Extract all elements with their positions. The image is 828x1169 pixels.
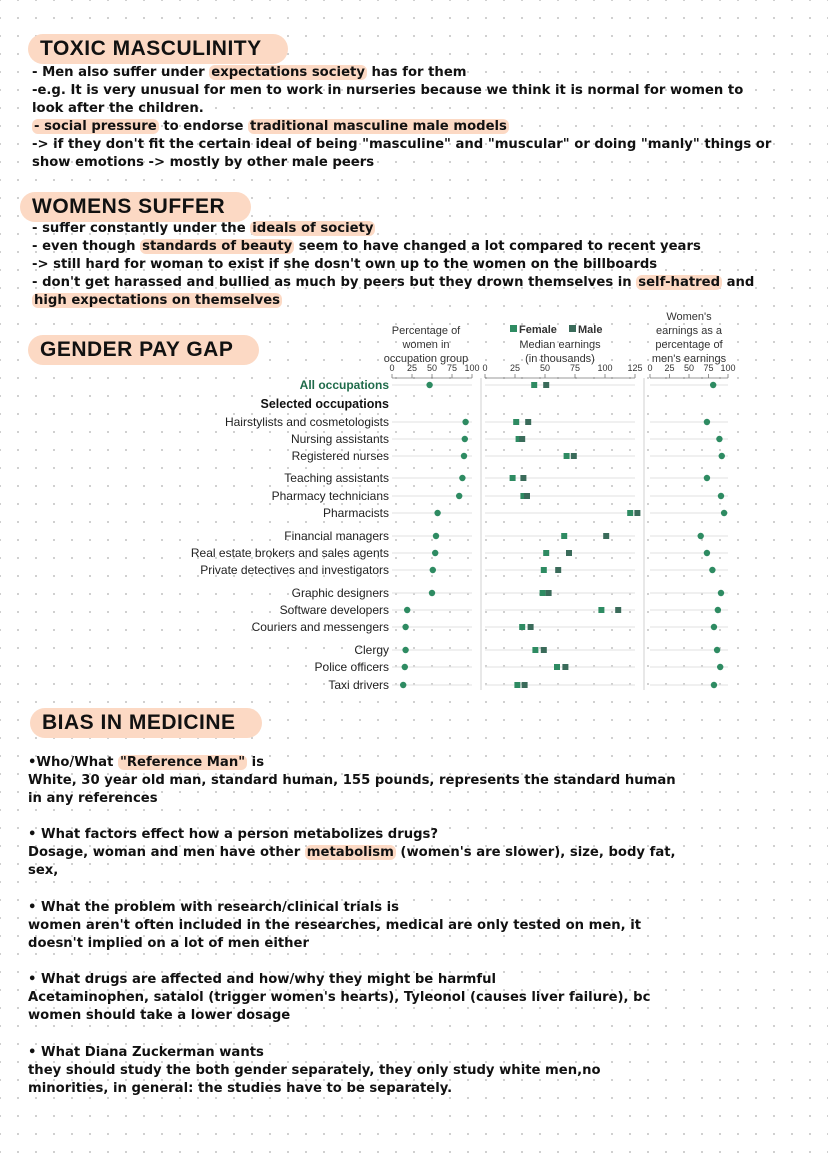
ratio-dot xyxy=(714,647,720,653)
male-earnings-marker xyxy=(603,533,609,539)
highlight: self-hatred xyxy=(638,275,721,290)
female-earnings-marker xyxy=(541,567,547,573)
female-earnings-marker xyxy=(510,475,516,481)
note-line: -e.g. It is very unusual for men to work in nurseries because we think it is normal for women to xyxy=(32,83,744,98)
answer: women aren't often included in the researches, medical are only tested on men, it xyxy=(28,918,642,933)
male-earnings-marker xyxy=(615,607,621,613)
row-label: All occupations xyxy=(299,378,389,392)
male-earnings-marker xyxy=(528,624,534,630)
col3-axis-tick-label: 75 xyxy=(703,363,714,373)
col3-title-line: Women's xyxy=(666,311,712,323)
pct-women-dot xyxy=(430,567,436,573)
female-earnings-marker xyxy=(561,533,567,539)
male-earnings-marker xyxy=(571,453,577,459)
ratio-dot xyxy=(698,533,704,539)
male-earnings-marker xyxy=(522,682,528,688)
highlight: "Reference Man" xyxy=(119,755,246,770)
ratio-dot xyxy=(709,567,715,573)
row-label: Software developers xyxy=(279,603,389,617)
ratio-dot xyxy=(718,590,724,596)
col1-axis-tick-label: 75 xyxy=(446,363,458,373)
col2-title-line: Median earnings xyxy=(519,339,601,351)
col3-axis-tick-label: 25 xyxy=(664,363,675,373)
row-label: Financial managers xyxy=(284,529,389,543)
heading-toxic-masculinity: TOXIC MASCULINITY xyxy=(28,34,288,64)
answer: White, 30 year old man, standard human, 155 pounds, represents the standard human xyxy=(28,773,676,788)
pct-women-dot xyxy=(432,550,438,556)
col2-title-line: (in thousands) xyxy=(525,353,595,365)
answer: Acetaminophen, satalol (trigger women's hearts), Tyleonol (causes liver failure), bc xyxy=(28,990,651,1005)
col2-axis-tick-label: 25 xyxy=(509,363,521,373)
col2-axis-tick-label: 125 xyxy=(627,363,643,373)
female-earnings-marker xyxy=(531,382,537,388)
answer: in any references xyxy=(28,791,158,806)
ratio-dot xyxy=(716,436,722,442)
pct-women-dot xyxy=(459,475,465,481)
col2-axis-tick-label: 75 xyxy=(569,363,581,373)
col2-axis-tick-label: 0 xyxy=(482,363,488,373)
pct-women-dot xyxy=(434,510,440,516)
row-label: Police officers xyxy=(314,660,389,674)
col3-axis-tick-label: 100 xyxy=(720,363,736,373)
medicine-qa-3 xyxy=(28,899,641,953)
medicine-qa-1 xyxy=(28,754,676,808)
col3-title-line: men's earnings xyxy=(651,353,727,365)
col3-axis-tick-label: 0 xyxy=(647,363,653,373)
ratio-dot xyxy=(711,682,717,688)
ratio-dot xyxy=(721,510,727,516)
medicine-qa-2 xyxy=(28,826,676,880)
female-earnings-marker xyxy=(519,624,525,630)
pct-women-dot xyxy=(400,682,406,688)
question: • What factors effect how a person metabolizes drugs? xyxy=(28,827,439,842)
legend-female-label: Female xyxy=(519,324,557,336)
male-earnings-marker xyxy=(524,493,530,499)
pct-women-dot xyxy=(462,436,468,442)
row-label: Couriers and messengers xyxy=(251,620,389,634)
pct-women-dot xyxy=(426,382,432,388)
highlight: metabolism xyxy=(306,845,394,860)
row-label: Pharmacy technicians xyxy=(271,489,389,503)
ratio-dot xyxy=(718,493,724,499)
toxic-masculinity-notes xyxy=(32,64,771,172)
answer: Dosage, woman and men have other metabolism (women's are slower), size, body fat, xyxy=(28,845,676,860)
row-label: Pharmacists xyxy=(322,506,389,520)
male-earnings-marker xyxy=(543,382,549,388)
pct-women-dot xyxy=(429,590,435,596)
row-label: Taxi drivers xyxy=(328,678,389,692)
male-earnings-marker xyxy=(546,590,552,596)
highlight: - social pressure xyxy=(34,119,157,134)
female-earnings-marker xyxy=(543,550,549,556)
col3-axis-tick-label: 50 xyxy=(683,363,695,373)
col3-title-line: percentage of xyxy=(655,339,723,351)
note-line: -> still hard for woman to exist if she dosn't own up to the women on the billboards xyxy=(32,257,658,272)
female-earnings-marker xyxy=(554,664,560,670)
pct-women-dot xyxy=(402,664,408,670)
female-earnings-marker xyxy=(514,682,520,688)
question: • What drugs are affected and how/why they might be harmful xyxy=(28,972,497,987)
pct-women-dot xyxy=(404,607,410,613)
ratio-dot xyxy=(719,453,725,459)
legend-male-label: Male xyxy=(578,324,603,336)
row-label: Hairstylists and cosmetologists xyxy=(224,415,389,429)
row-label: Private detectives and investigators xyxy=(200,563,389,577)
col2-axis-tick-label: 100 xyxy=(597,363,613,373)
womens-suffer-notes xyxy=(32,220,754,310)
pct-women-dot xyxy=(433,533,439,539)
col3-title-line: earnings as a xyxy=(655,325,723,337)
ratio-dot xyxy=(704,419,710,425)
highlight: traditional masculine male models xyxy=(250,119,507,134)
male-earnings-marker xyxy=(562,664,568,670)
row-label: Nursing assistants xyxy=(290,432,389,446)
pay-gap-chart xyxy=(170,306,740,696)
note-line: - even though standards of beauty seem to have changed a lot compared to recent years xyxy=(32,239,701,254)
female-earnings-marker xyxy=(513,419,519,425)
ratio-dot xyxy=(710,382,716,388)
note-line: show emotions -> mostly by other male peers xyxy=(32,155,375,170)
note-line: look after the children. xyxy=(32,101,204,116)
ratio-dot xyxy=(704,550,710,556)
highlight: standards of beauty xyxy=(142,239,293,254)
legend-female-swatch xyxy=(510,325,517,332)
answer: sex, xyxy=(28,863,59,878)
male-earnings-marker xyxy=(519,436,525,442)
col1-title-line: occupation group xyxy=(383,353,469,365)
note-line: - Men also suffer under expectations society has for them xyxy=(32,65,467,80)
col1-title-line: women in xyxy=(402,339,450,351)
ratio-dot xyxy=(704,475,710,481)
row-label: Graphic designers xyxy=(291,586,389,600)
question: •Who/What "Reference Man" is xyxy=(28,755,265,770)
pct-women-dot xyxy=(462,419,468,425)
note-line: - don't get harassed and bullied as much by peers but they drown themselves in self-hatred and xyxy=(32,275,755,290)
col1-axis-tick-label: 0 xyxy=(389,363,395,373)
col1-axis-tick-label: 25 xyxy=(406,363,418,373)
col1-axis-tick-label: 100 xyxy=(464,363,480,373)
ratio-dot xyxy=(717,664,723,670)
question: • What the problem with research/clinical trials is xyxy=(28,900,400,915)
row-label: Teaching assistants xyxy=(284,471,389,485)
male-earnings-marker xyxy=(555,567,561,573)
heading-gender-pay-gap: GENDER PAY GAP xyxy=(28,335,259,365)
male-earnings-marker xyxy=(541,647,547,653)
pct-women-dot xyxy=(456,493,462,499)
col1-axis-tick-label: 50 xyxy=(426,363,438,373)
ratio-dot xyxy=(711,624,717,630)
note-line: - suffer constantly under the ideals of society xyxy=(32,221,374,236)
male-earnings-marker xyxy=(525,419,531,425)
male-earnings-marker xyxy=(566,550,572,556)
highlight: expectations society xyxy=(211,65,365,80)
pct-women-dot xyxy=(402,624,408,630)
question: • What Diana Zuckerman wants xyxy=(28,1045,264,1060)
male-earnings-marker xyxy=(520,475,526,481)
female-earnings-marker xyxy=(627,510,633,516)
female-earnings-marker xyxy=(532,647,538,653)
row-label: Clergy xyxy=(354,643,389,657)
answer: minorities, in general: the studies have to be separately. xyxy=(28,1081,453,1096)
row-label: Registered nurses xyxy=(291,449,389,463)
pct-women-dot xyxy=(402,647,408,653)
highlight: high expectations on themselves xyxy=(34,293,281,308)
col2-axis-tick-label: 50 xyxy=(539,363,551,373)
heading-womens-suffer: WOMENS SUFFER xyxy=(20,192,251,222)
female-earnings-marker xyxy=(598,607,604,613)
note-line: - social pressure to endorse traditional masculine male models xyxy=(34,119,507,134)
ratio-dot xyxy=(715,607,721,613)
medicine-qa-4 xyxy=(28,971,650,1025)
heading-bias-in-medicine: BIAS IN MEDICINE xyxy=(30,708,262,738)
note-line: -> if they don't fit the certain ideal of being "masculine" and "muscular" or doing "manly" things or xyxy=(32,137,772,152)
highlight: ideals of society xyxy=(252,221,374,236)
group-header: Selected occupations xyxy=(260,397,389,411)
answer: women should take a lower dosage xyxy=(28,1008,291,1023)
row-label: Real estate brokers and sales agents xyxy=(190,546,389,560)
legend-male-swatch xyxy=(569,325,576,332)
female-earnings-marker xyxy=(564,453,570,459)
answer: doesn't implied on a lot of men either xyxy=(28,936,309,951)
answer: they should study the both gender separately, they only study white men,no xyxy=(28,1063,601,1078)
medicine-qa-5 xyxy=(28,1044,601,1098)
female-earnings-marker xyxy=(540,590,546,596)
male-earnings-marker xyxy=(634,510,640,516)
col1-title-line: Percentage of xyxy=(391,325,461,337)
pct-women-dot xyxy=(461,453,467,459)
